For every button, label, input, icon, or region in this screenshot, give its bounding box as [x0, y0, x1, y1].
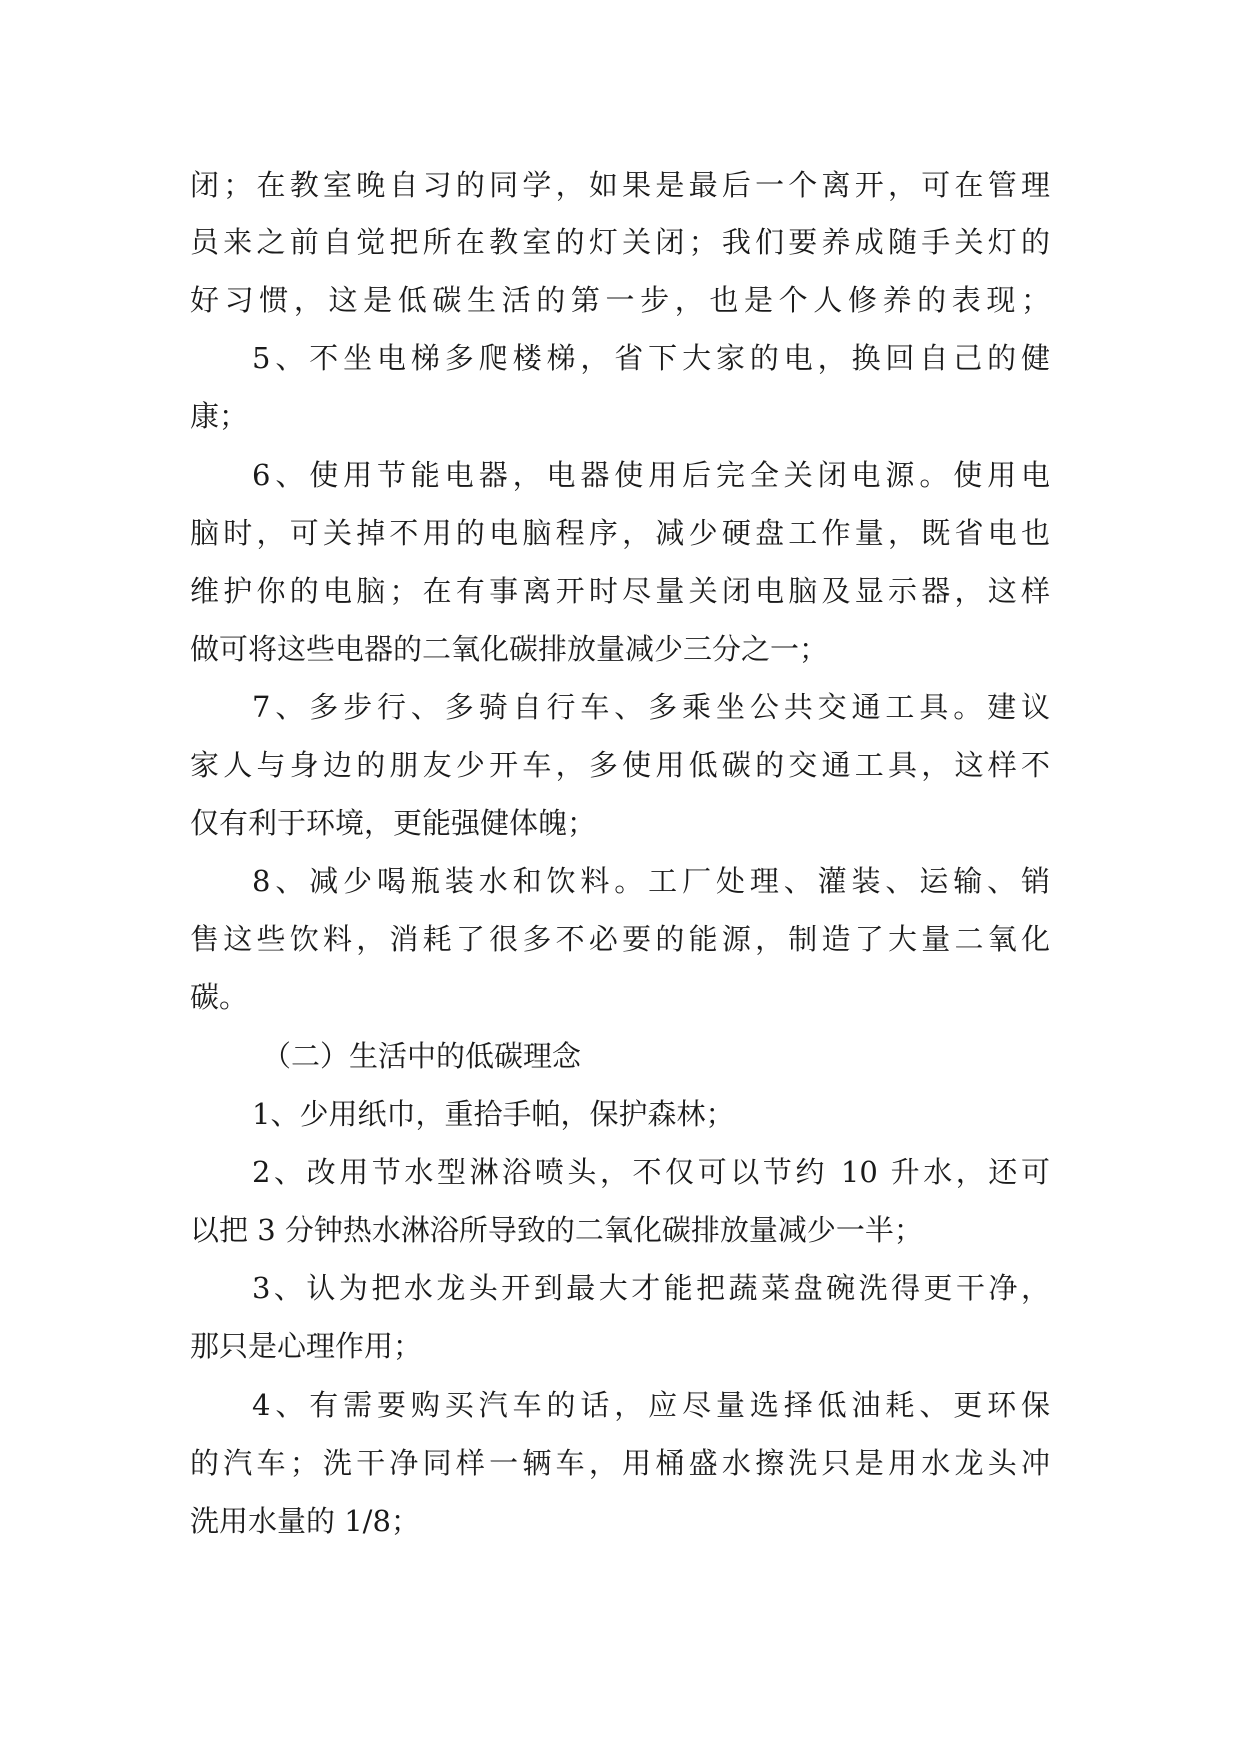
text-line: 2、改用节水型淋浴喷头，不仅可以节约 10 升水，还可 — [252, 1155, 1050, 1189]
text-line: 维护你的电脑；在有事离开时尽量关闭电脑及显示器，这样 — [190, 574, 1050, 608]
text-line: 好习惯，这是低碳生活的第一步，也是个人修养的表现； — [190, 283, 1050, 317]
text-line: 1、少用纸巾，重拾手帕，保护森林； — [252, 1097, 735, 1131]
text-line: 售这些饮料，消耗了很多不必要的能源，制造了大量二氧化 — [190, 922, 1050, 956]
text-line: 员来之前自觉把所在教室的灯关闭；我们要养成随手关灯的 — [190, 225, 1050, 259]
text-line: 5、不坐电梯多爬楼梯，省下大家的电，换回自己的健 — [252, 341, 1050, 375]
text-line: 7、多步行、多骑自行车、多乘坐公共交通工具。建议 — [252, 690, 1050, 724]
text-line: 8、减少喝瓶装水和饮料。工厂处理、灌装、运输、销 — [252, 864, 1050, 898]
text-line: 的汽车；洗干净同样一辆车，用桶盛水擦洗只是用水龙头冲 — [190, 1446, 1050, 1480]
section-heading: （二）生活中的低碳理念 — [262, 1039, 582, 1073]
text-line: 做可将这些电器的二氧化碳排放量减少三分之一； — [190, 632, 829, 666]
text-line: 闭；在教室晚自习的同学，如果是最后一个离开，可在管理 — [190, 168, 1050, 202]
text-line: 康； — [190, 399, 249, 433]
text-line: 6、使用节能电器，电器使用后完全关闭电源。使用电 — [252, 458, 1050, 492]
text-line: 洗用水量的 1/8； — [190, 1504, 420, 1538]
text-line: 脑时，可关掉不用的电脑程序，减少硬盘工作量，既省电也 — [190, 516, 1050, 550]
text-line: 仅有利于环境，更能强健体魄； — [190, 806, 597, 840]
text-line: 4、有需要购买汽车的话，应尽量选择低油耗、更环保 — [252, 1388, 1050, 1422]
text-line: 3、认为把水龙头开到最大才能把蔬菜盘碗洗得更干净， — [252, 1271, 1050, 1305]
text-line: 碳。 — [190, 980, 249, 1014]
text-line: 以把 3 分钟热水淋浴所导致的二氧化碳排放量减少一半； — [190, 1213, 923, 1247]
text-line: 家人与身边的朋友少开车，多使用低碳的交通工具，这样不 — [190, 748, 1050, 782]
text-line: 那只是心理作用； — [190, 1329, 423, 1363]
